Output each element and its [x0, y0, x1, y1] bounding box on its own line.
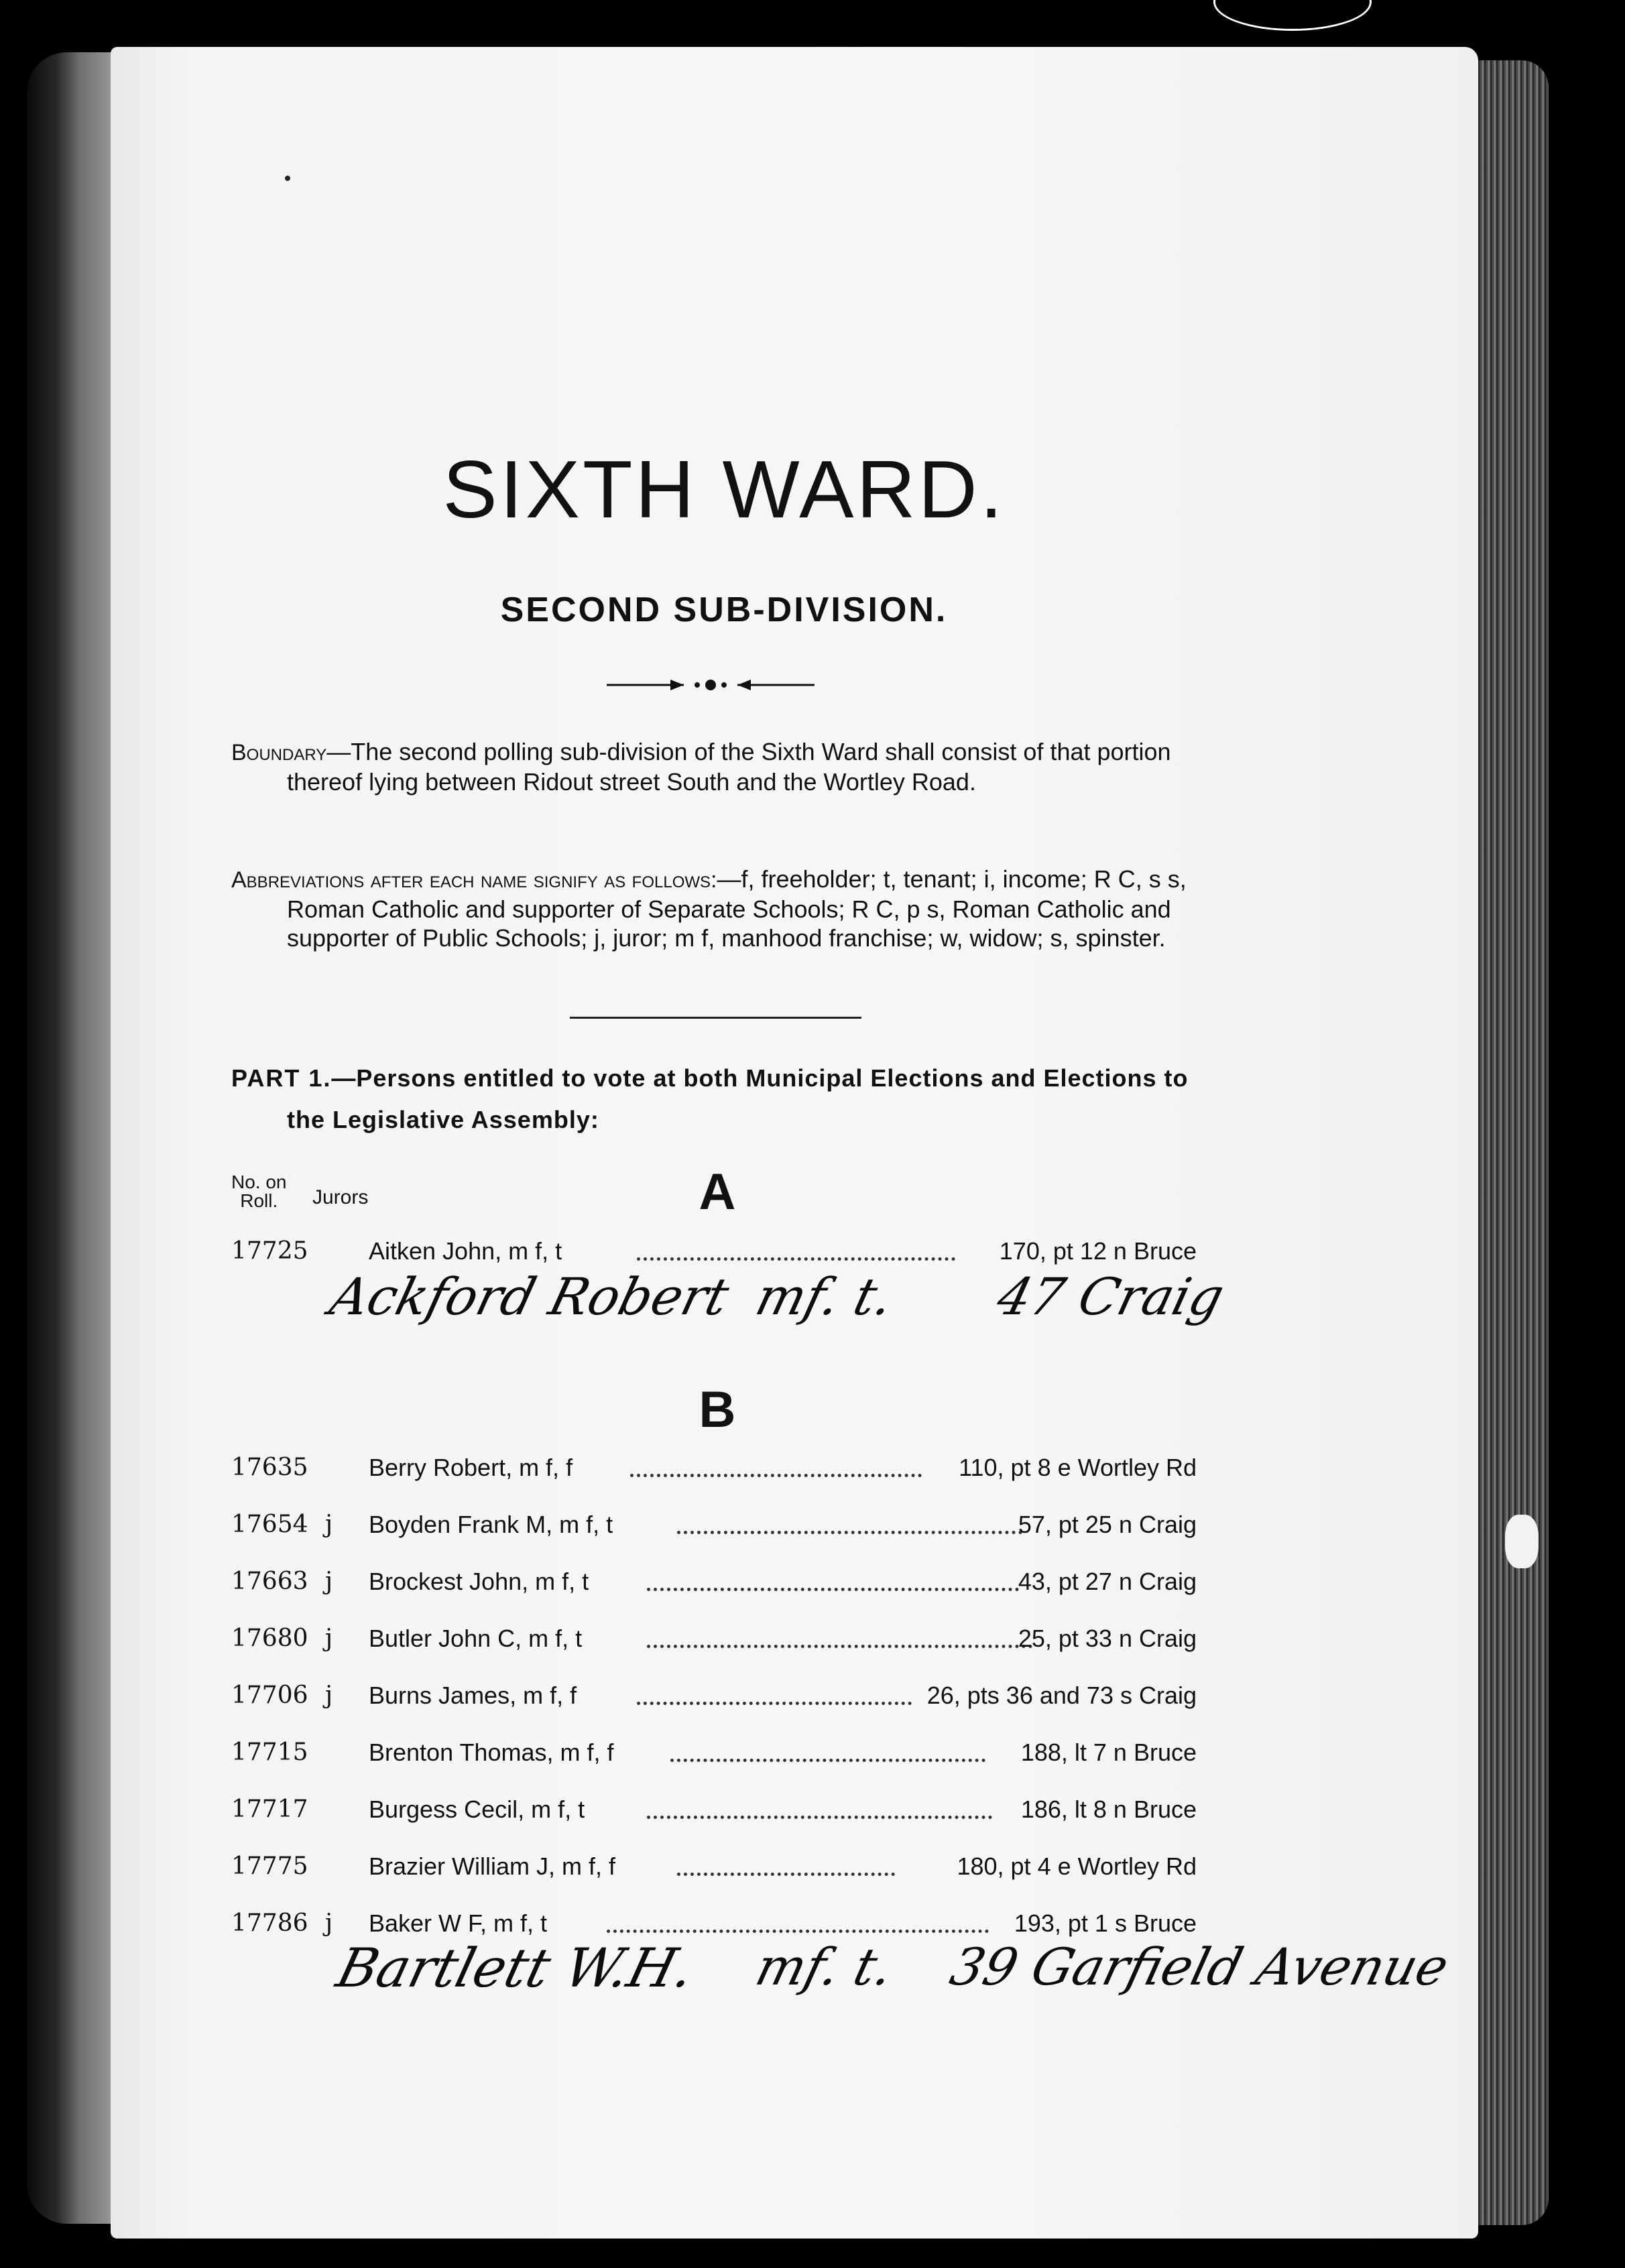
part-heading	[231, 1058, 1210, 1141]
roll-number: 17680	[231, 1625, 308, 1652]
juror-mark: j	[325, 1511, 333, 1538]
dot-leader	[677, 1873, 895, 1876]
property-detail: 26, pts 36 and 73 s Craig	[926, 1682, 1197, 1709]
list-item	[231, 1235, 1197, 1268]
boundary-paragraph	[231, 737, 1203, 796]
part-label: PART 1.	[231, 1064, 332, 1092]
property-detail: 188, lt 7 n Bruce	[1020, 1739, 1197, 1766]
property-detail: 193, pt 1 s Bruce	[1014, 1909, 1197, 1937]
boundary-text: —The second polling sub-division of the Sixth Ward shall consist of that portion thereof lying between Ridout street South and the Wortley Road.	[287, 738, 1171, 796]
roll-number: 17715	[231, 1739, 308, 1766]
voter-name: Baker W F, m f, t	[369, 1909, 548, 1937]
abbreviations-paragraph	[231, 865, 1203, 952]
voter-name: Berry Robert, m f, f	[369, 1454, 573, 1481]
book-binding	[27, 52, 114, 2224]
roll-number: 17706	[231, 1682, 308, 1709]
property-detail: 25, pt 33 n Craig	[1018, 1625, 1197, 1652]
abbreviations-lead: Abbreviations after each name signify as follows:	[231, 867, 717, 893]
paper-blot	[1505, 1515, 1539, 1568]
handwritten-status: mf. t.	[749, 1937, 900, 1997]
juror-mark: j	[325, 1682, 333, 1709]
voter-name: Aitken John, m f, t	[369, 1237, 562, 1265]
juror-mark: j	[325, 1909, 333, 1937]
voter-name: Boyden Frank M, m f, t	[369, 1511, 613, 1538]
handwritten-address: 47 Craig	[991, 1267, 1230, 1326]
voter-name: Butler John C, m f, t	[369, 1625, 583, 1652]
handwritten-name: Bartlett W.H.	[330, 1937, 701, 1999]
voter-name: Brenton Thomas, m f, f	[369, 1739, 614, 1766]
part-text: —Persons entitled to vote at both Municipal Elections and Elections to the Legislative Assembly:	[287, 1064, 1189, 1133]
list-item	[231, 1907, 1197, 1940]
jurors-column-header: Jurors	[312, 1186, 369, 1208]
dot-leader	[637, 1702, 912, 1705]
dot-leader	[647, 1816, 992, 1819]
roll-column-header	[231, 1173, 287, 1210]
dot-leader	[637, 1257, 955, 1261]
list-item	[231, 1736, 1197, 1769]
property-detail: 180, pt 4 e Wortley Rd	[957, 1852, 1197, 1880]
roll-number: 17725	[231, 1237, 308, 1265]
ornament-divider	[607, 672, 815, 698]
section-rule	[570, 1017, 861, 1019]
roll-number: 17654	[231, 1511, 308, 1538]
juror-mark: j	[325, 1625, 333, 1652]
page-subtitle: SECOND SUB-DIVISION.	[500, 590, 948, 629]
roll-header-bottom: Roll.	[240, 1190, 278, 1211]
dot-leader	[647, 1645, 1032, 1648]
page-edges	[1475, 60, 1549, 2225]
page-title: SIXTH WARD.	[442, 444, 1006, 535]
roll-number: 17635	[231, 1454, 308, 1481]
handwritten-address: 39 Garfield Avenue	[944, 1937, 1455, 1997]
voter-name: Brazier William J, m f, f	[369, 1852, 616, 1880]
handwritten-name: Ackford Robert	[324, 1267, 735, 1326]
property-detail: 186, lt 8 n Bruce	[1020, 1796, 1197, 1823]
boundary-lead: Boundary	[231, 740, 327, 765]
roll-number: 17786	[231, 1909, 308, 1937]
section-letter-a: A	[699, 1163, 736, 1220]
list-item	[231, 1508, 1197, 1541]
dot-leader	[630, 1474, 922, 1477]
list-item	[231, 1622, 1197, 1655]
section-letter-b: B	[699, 1381, 736, 1438]
juror-mark: j	[325, 1568, 333, 1595]
roll-number: 17663	[231, 1568, 308, 1595]
list-item	[231, 1565, 1197, 1598]
handwritten-status: mf. t.	[749, 1267, 900, 1326]
roll-header-top: No. on	[231, 1172, 287, 1192]
property-detail: 170, pt 12 n Bruce	[999, 1237, 1197, 1265]
list-item	[231, 1451, 1197, 1485]
list-item	[231, 1679, 1197, 1712]
property-detail: 57, pt 25 n Craig	[1018, 1511, 1197, 1538]
voter-name: Burns James, m f, f	[369, 1682, 577, 1709]
abbreviations-text: —f, freeholder; t, tenant; i, income; R C, s s, Roman Catholic and supporter of Separate Schools; R C, p s, Roman Catholic and supporter of Public Schools; j, juror; m f, manhood franchise; w, widow; s, spinster.	[287, 865, 1187, 952]
speck	[285, 176, 290, 181]
list-item	[231, 1793, 1197, 1826]
roll-number: 17717	[231, 1796, 308, 1823]
voter-name: Brockest John, m f, t	[369, 1568, 589, 1595]
dot-leader	[607, 1930, 989, 1933]
voter-name: Burgess Cecil, m f, t	[369, 1796, 585, 1823]
property-detail: 43, pt 27 n Craig	[1018, 1568, 1197, 1595]
roll-number: 17775	[231, 1852, 308, 1880]
dot-leader	[647, 1588, 1019, 1591]
dot-leader	[670, 1759, 985, 1762]
list-item	[231, 1850, 1197, 1883]
property-detail: 110, pt 8 e Wortley Rd	[959, 1454, 1197, 1481]
dot-leader	[677, 1531, 1022, 1534]
